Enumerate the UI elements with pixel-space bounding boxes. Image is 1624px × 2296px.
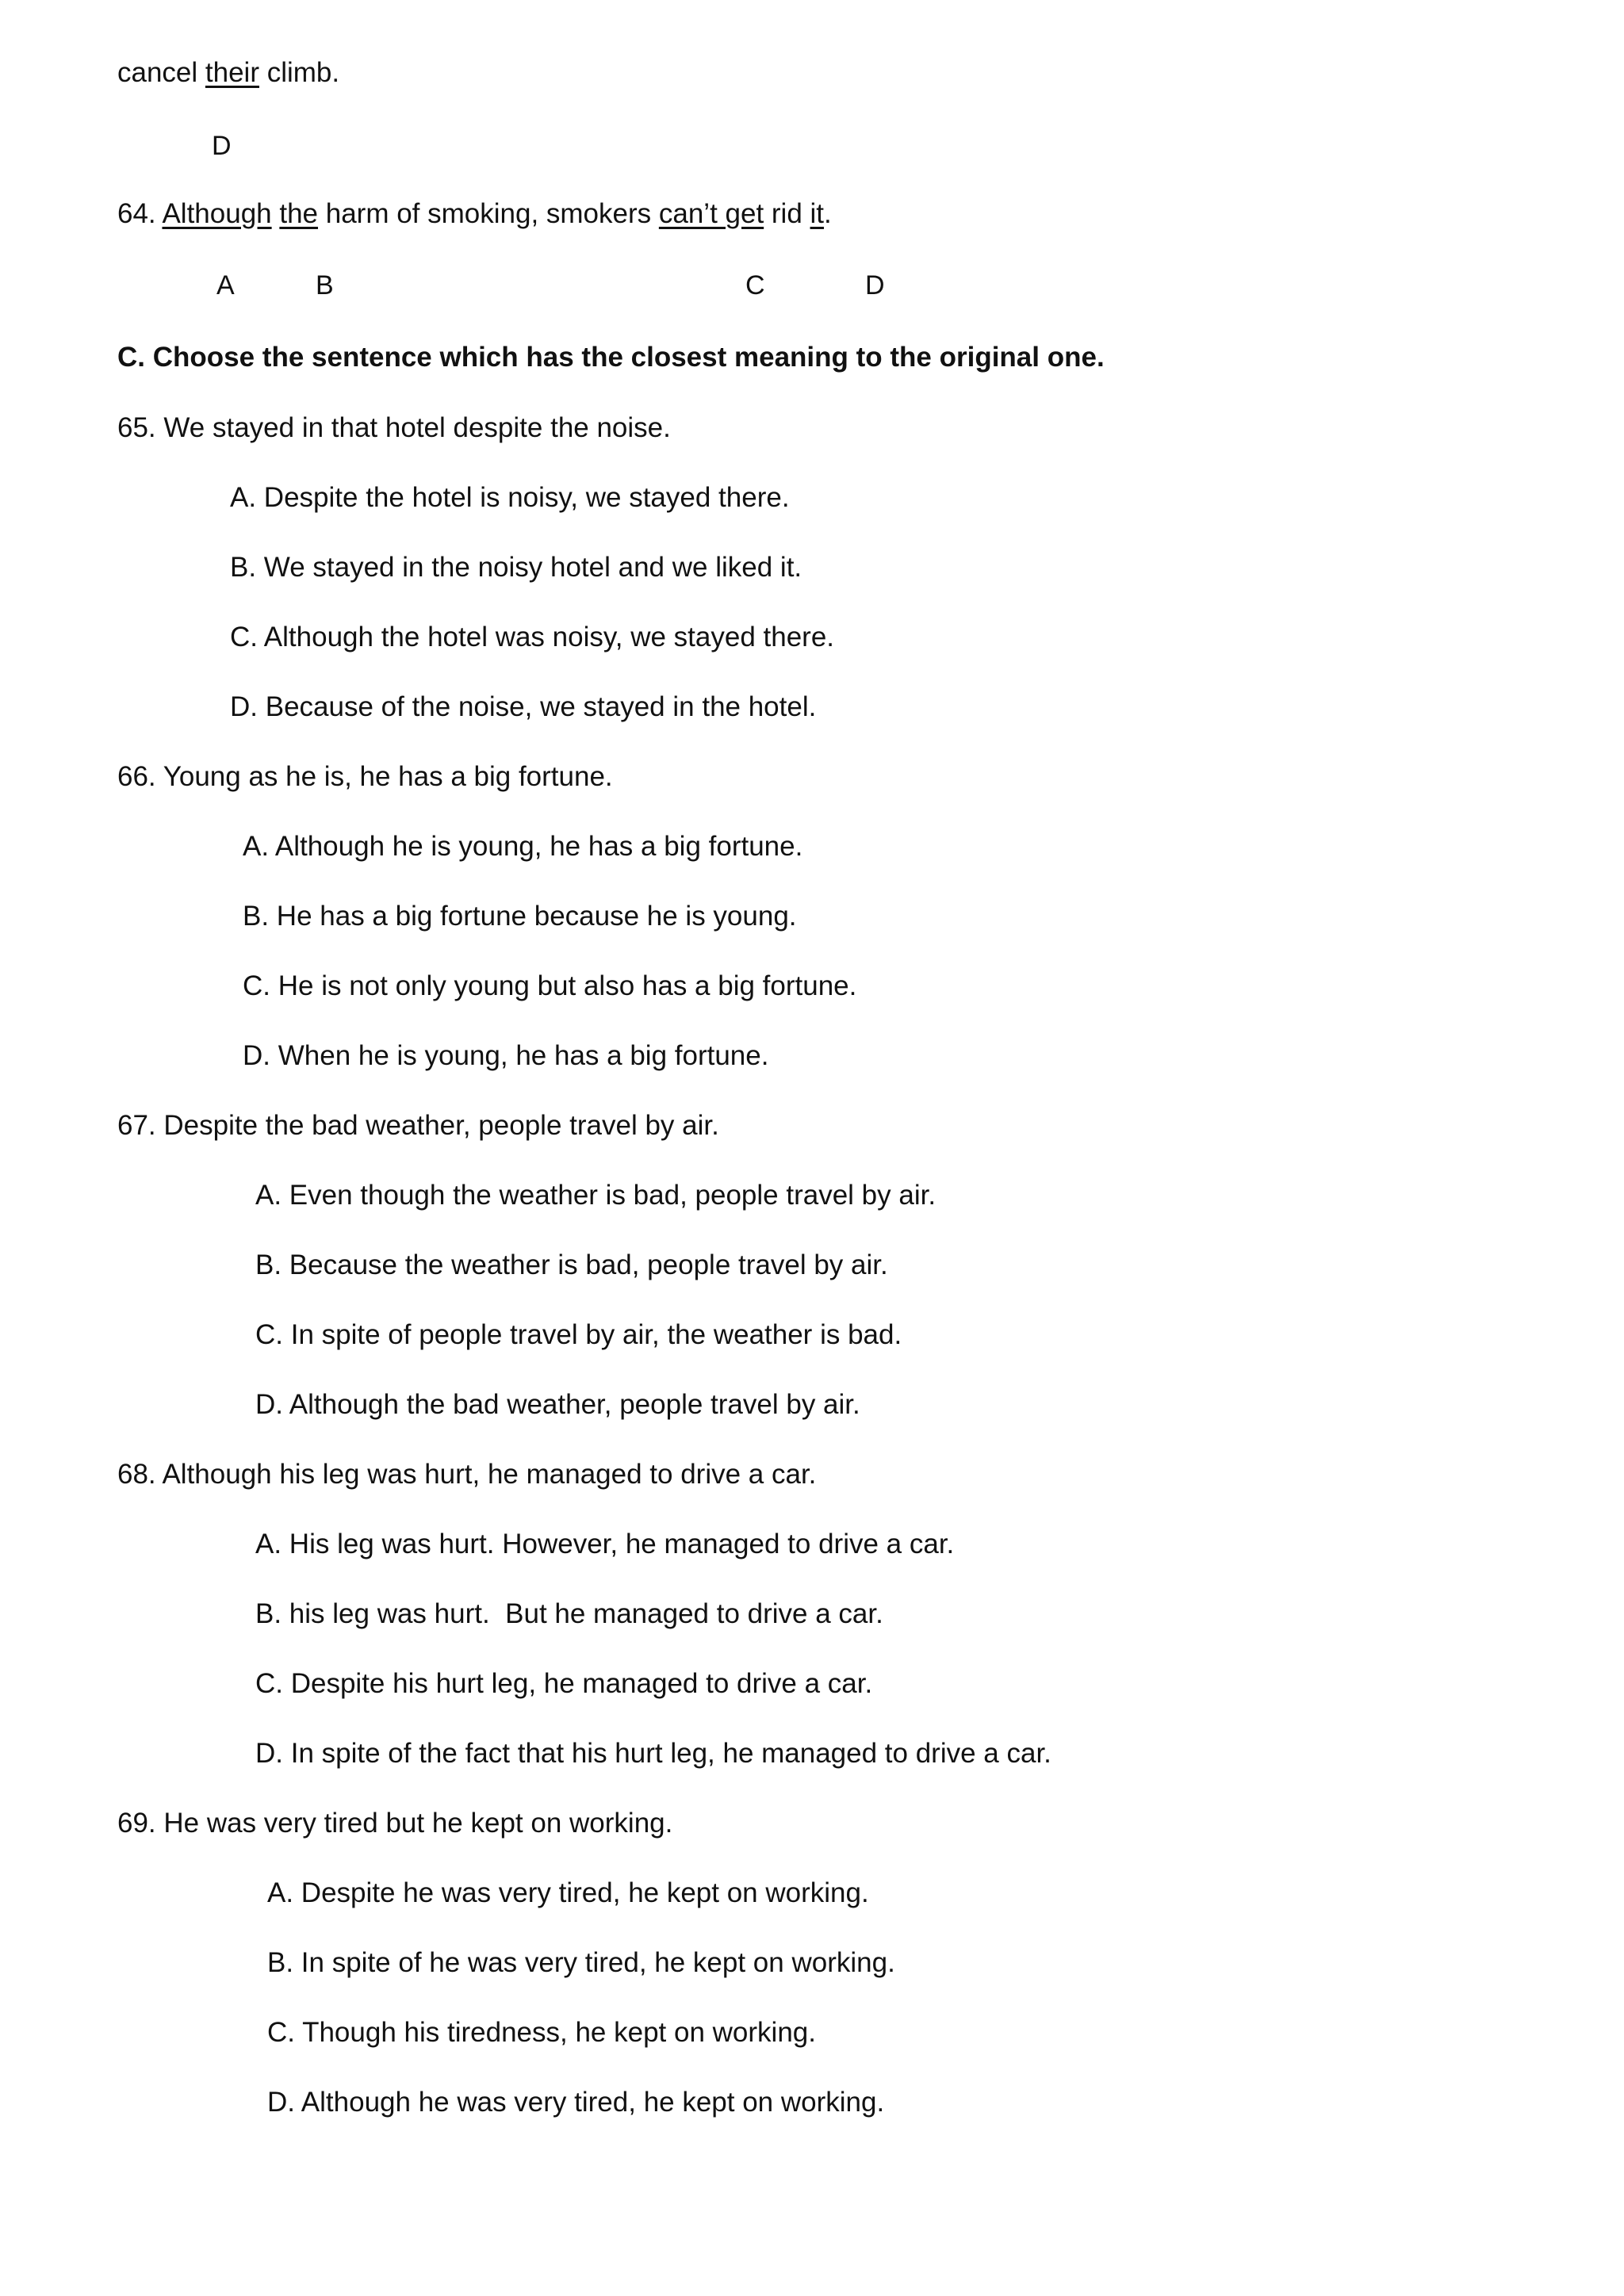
q69-option-d: D. Although he was very tired, he kept on working.	[267, 2087, 885, 2118]
q64-marker-d: D	[865, 270, 885, 300]
q67-option-c: C. In spite of people travel by air, the weather is bad.	[255, 1319, 902, 1350]
q64-text-mid: harm of smoking, smokers	[318, 198, 659, 229]
q67-stem: 67. Despite the bad weather, people travel by air.	[117, 1110, 719, 1141]
q65-option-b: B. We stayed in the noisy hotel and we liked it.	[230, 552, 802, 583]
q65-option-a: A. Despite the hotel is noisy, we stayed there.	[230, 482, 790, 513]
q64-underlined-d: it	[810, 198, 825, 229]
q64-number: 64.	[117, 198, 163, 229]
q63-text-pre: cancel	[117, 57, 205, 88]
q65-option-d: D. Because of the noise, we stayed in the hotel.	[230, 691, 817, 722]
q64-underlined-c: can’t get	[658, 198, 764, 229]
q64-underlined-b: the	[279, 198, 319, 229]
q63-marker-d: D	[212, 131, 232, 161]
q64-text-rid: rid	[764, 198, 810, 229]
q65-option-c: C. Although the hotel was noisy, we stayed there.	[230, 622, 835, 652]
q68-stem: 68. Although his leg was hurt, he managed to drive a car.	[117, 1459, 817, 1490]
q66-stem: 66. Young as he is, he has a big fortune.	[117, 761, 613, 792]
q69-option-a: A. Despite he was very tired, he kept on working.	[267, 1877, 869, 1908]
q63-tail-line	[117, 55, 339, 90]
q66-option-d: D. When he is young, he has a big fortune.	[243, 1040, 769, 1071]
q69-option-b: B. In spite of he was very tired, he kept on working.	[267, 1947, 895, 1978]
q68-option-d: D. In spite of the fact that his hurt leg, he managed to drive a car.	[255, 1738, 1051, 1769]
q64-marker-b: B	[316, 270, 334, 300]
q64-marker-a: A	[216, 270, 235, 300]
q69-option-c: C. Though his tiredness, he kept on working.	[267, 2017, 816, 2048]
q66-option-c: C. He is not only young but also has a big fortune.	[243, 970, 857, 1001]
q64-period: .	[824, 198, 832, 229]
q64-underlined-a: Although	[162, 198, 272, 229]
q68-option-c: C. Despite his hurt leg, he managed to drive a car.	[255, 1668, 873, 1699]
q65-stem: 65. We stayed in that hotel despite the noise.	[117, 412, 671, 443]
q63-text-post: climb.	[259, 57, 340, 88]
q66-option-a: A. Although he is young, he has a big fortune.	[243, 831, 803, 862]
q64-marker-c: C	[745, 270, 765, 300]
q67-option-a: A. Even though the weather is bad, people travel by air.	[255, 1180, 936, 1211]
q64-space	[272, 198, 280, 229]
q63-underlined-word: their	[205, 57, 259, 88]
q67-option-b: B. Because the weather is bad, people travel by air.	[255, 1249, 888, 1280]
q64-line	[117, 197, 832, 232]
q68-option-b: B. his leg was hurt. But he managed to drive a car.	[255, 1598, 883, 1629]
q67-option-d: D. Although the bad weather, people travel by air.	[255, 1389, 860, 1420]
q66-option-b: B. He has a big fortune because he is young.	[243, 901, 797, 932]
q68-option-a: A. His leg was hurt. However, he managed to drive a car.	[255, 1529, 955, 1559]
q69-stem: 69. He was very tired but he kept on working.	[117, 1808, 673, 1839]
section-c-heading: C. Choose the sentence which has the closest meaning to the original one.	[117, 342, 1105, 373]
